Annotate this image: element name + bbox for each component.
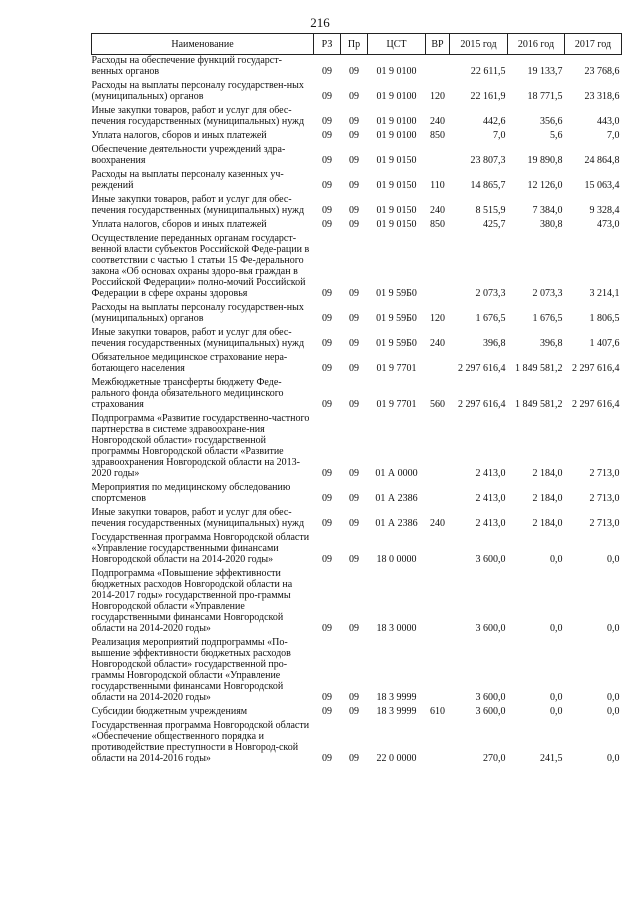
row-2015: 2 413,0 [475,468,506,479]
row-pr: 09 [349,554,359,565]
row-2017: 1 806,5 [589,313,620,324]
table-body [92,55,622,768]
row-2015: 270,0 [483,753,506,764]
row-2016: 0,0 [550,554,563,565]
row-2015: 3 600,0 [475,554,506,565]
row-pr: 09 [349,130,359,141]
row-vr: 560 [430,399,445,410]
row-2017: 443,0 [597,116,620,127]
row-cst: 01 9 59Б0 [376,313,417,324]
row-vr: 240 [430,205,445,216]
row-vr: 110 [430,180,445,191]
row-2017: 2 713,0 [589,518,620,529]
row-rz: 09 [322,288,332,299]
row-2017: 24 864,8 [584,155,620,166]
row-cst: 18 3 0000 [376,623,417,634]
table-row [92,302,622,327]
row-rz: 09 [322,518,332,529]
row-2016: 396,8 [540,338,563,349]
row-pr: 09 [349,116,359,127]
row-rz: 09 [322,493,332,504]
row-rz: 09 [322,313,332,324]
header-name: Наименование [92,34,314,55]
row-name: Подпрограмма «Развитие государственно-частного партнерства в системе здравоохране-ния Новгородской области» государственной программы Новгородской области «Развитие здравоохранения Новгородской области на 2013-2020 годы» [91,413,310,479]
row-2017: 15 063,4 [584,180,620,191]
table-row [92,80,622,105]
row-vr [426,352,450,377]
row-vr: 610 [430,706,445,717]
row-cst: 01 9 0150 [376,155,417,166]
row-2017: 2 713,0 [589,493,620,504]
row-name: Уплата налогов, сборов и иных платежей [91,130,267,141]
row-pr: 09 [349,313,359,324]
row-2017: 0,0 [607,753,620,764]
row-vr [426,482,450,507]
row-cst: 01 9 0100 [376,130,417,141]
row-2016: 2 184,0 [532,518,563,529]
row-2017: 9 328,4 [589,205,620,216]
row-2017: 2 297 616,4 [572,399,620,410]
row-name: Государственная программа Новгородской области «Управление государственными финансами Новгородской области на 2014-2020 годы» [91,532,310,565]
page-number: 216 [310,15,330,30]
row-2016: 2 073,3 [532,288,563,299]
row-2017: 2 713,0 [589,468,620,479]
row-pr: 09 [349,692,359,703]
row-2016: 18 771,5 [527,91,563,102]
row-pr: 09 [349,180,359,191]
row-vr [426,144,450,169]
row-2016: 1 676,5 [532,313,563,324]
row-pr: 09 [349,66,359,77]
row-name: Межбюджетные трансферты бюджету Феде-рального фонда обязательного медицинского страхования [91,377,284,410]
header-pr: Пр [341,34,368,55]
row-2016: 19 890,8 [527,155,563,166]
row-cst: 01 9 59Б0 [376,338,417,349]
row-2015: 2 297 616,4 [458,363,506,374]
table-header [92,34,622,55]
row-pr: 09 [349,623,359,634]
row-2016: 19 133,7 [527,66,563,77]
row-cst: 01 9 7701 [376,363,417,374]
row-2016: 2 184,0 [532,468,563,479]
row-2015: 22 611,5 [470,66,506,77]
row-vr: 120 [430,313,445,324]
row-2015: 22 161,9 [470,91,506,102]
table-row [92,532,622,568]
row-vr [426,55,450,81]
header-rz: РЗ [314,34,341,55]
row-2016: 241,5 [540,753,563,764]
table-row [92,637,622,706]
row-rz: 09 [322,706,332,717]
row-2015: 442,6 [483,116,506,127]
row-name: Иные закупки товаров, работ и услуг для обес-печения государственных (муниципальных) нужд [91,327,305,349]
row-name: Расходы на выплаты персоналу государствен-ных (муниципальных) органов [91,302,304,324]
row-2016: 2 184,0 [532,493,563,504]
row-pr: 09 [349,219,359,230]
table-row [92,130,622,144]
row-cst: 18 3 9999 [376,706,417,717]
row-2017: 1 407,6 [589,338,620,349]
header-vr: ВР [426,34,450,55]
row-cst: 18 3 9999 [376,692,417,703]
row-cst: 01 9 0150 [376,219,417,230]
table-row [92,219,622,233]
row-vr [426,568,450,637]
row-2015: 2 297 616,4 [458,399,506,410]
row-2017: 0,0 [607,623,620,634]
row-vr: 240 [430,338,445,349]
row-name: Реализация мероприятий подпрограммы «По-вышение эффективности бюджетных расходов Новгородской области» государственной про-граммы Новгородской области «Управление государственными финансами Новгородской области на 2014-2020 годы» [91,637,291,703]
row-cst: 01 9 0100 [376,66,417,77]
row-rz: 09 [322,155,332,166]
row-2017: 23 768,6 [584,66,620,77]
row-2015: 2 413,0 [475,518,506,529]
row-rz: 09 [322,219,332,230]
row-vr [426,720,450,767]
row-2016: 380,8 [540,219,563,230]
table-row [92,706,622,720]
row-vr: 850 [430,219,445,230]
row-name: Иные закупки товаров, работ и услуг для обес-печения государственных (муниципальных) нужд [91,194,305,216]
row-cst: 01 А 2386 [375,518,418,529]
row-pr: 09 [349,288,359,299]
row-pr: 09 [349,518,359,529]
table-row [92,55,622,81]
row-pr: 09 [349,706,359,717]
row-2017: 2 297 616,4 [572,363,620,374]
row-2016: 1 849 581,2 [515,399,563,410]
row-2017: 473,0 [597,219,620,230]
row-2017: 0,0 [607,706,620,717]
row-2015: 1 676,5 [475,313,506,324]
row-name: Субсидии бюджетным учреждениям [91,706,248,717]
row-2015: 23 807,3 [470,155,506,166]
header-2015: 2015 год [450,34,508,55]
row-2015: 7,0 [493,130,506,141]
table-row [92,568,622,637]
table-row [92,352,622,377]
row-2015: 3 600,0 [475,692,506,703]
row-rz: 09 [322,468,332,479]
row-pr: 09 [349,155,359,166]
row-cst: 01 9 0100 [376,91,417,102]
row-cst: 22 0 0000 [376,753,417,764]
header-2017: 2017 год [565,34,622,55]
row-rz: 09 [322,692,332,703]
row-cst: 01 9 59Б0 [376,288,417,299]
row-name: Расходы на выплаты персоналу казенных уч-реждений [91,169,284,191]
row-name: Осуществление переданных органам государст-венной власти субъектов Российской Феде-рации в соответствии с частью 1 статьи 15 Фе-дерального закона «Об основах охраны здоро-вья граждан в Российской Федерации» полно-мочий Российской Федерации в сфере охраны здоровья [91,233,310,299]
row-2016: 0,0 [550,692,563,703]
row-rz: 09 [322,554,332,565]
row-cst: 01 9 7701 [376,399,417,410]
row-cst: 01 9 0150 [376,180,417,191]
row-2016: 356,6 [540,116,563,127]
table-row [92,194,622,219]
row-2015: 3 600,0 [475,706,506,717]
header-2016: 2016 год [508,34,565,55]
row-rz: 09 [322,623,332,634]
row-vr [426,637,450,706]
row-cst: 01 9 0150 [376,205,417,216]
row-rz: 09 [322,338,332,349]
table-row [92,507,622,532]
row-name: Обязательное медицинское страхование нера-ботающего населения [91,352,288,374]
table-row [92,327,622,352]
row-rz: 09 [322,180,332,191]
row-vr [426,413,450,482]
table-row [92,413,622,482]
row-2015: 2 073,3 [475,288,506,299]
row-vr [426,532,450,568]
row-name: Расходы на выплаты персоналу государствен-ных (муниципальных) органов [91,80,304,102]
row-pr: 09 [349,91,359,102]
table-row [92,169,622,194]
row-name: Расходы на обеспечение функций государст-венных органов [91,55,282,77]
row-rz: 09 [322,205,332,216]
row-2016: 0,0 [550,623,563,634]
row-name: Подпрограмма «Повышение эффективности бюджетных расходов Новгородской области на 2014-2017 годы» государственной про-граммы Новгородской области «Управление государственными финансами Новгородской области на 2014-2020 годы» [91,568,293,634]
row-2016: 1 849 581,2 [515,363,563,374]
row-name: Иные закупки товаров, работ и услуг для обес-печения государственных (муниципальных) нужд [91,507,305,529]
row-2015: 2 413,0 [475,493,506,504]
row-name: Иные закупки товаров, работ и услуг для обес-печения государственных (муниципальных) нужд [91,105,305,127]
row-2017: 7,0 [607,130,620,141]
budget-table [91,33,622,767]
table-row [92,144,622,169]
row-vr: 120 [430,91,445,102]
row-2016: 0,0 [550,706,563,717]
row-name: Уплата налогов, сборов и иных платежей [91,219,267,230]
row-rz: 09 [322,91,332,102]
header-cst: ЦСТ [368,34,426,55]
row-rz: 09 [322,116,332,127]
row-cst: 18 0 0000 [376,554,417,565]
row-pr: 09 [349,468,359,479]
row-name: Государственная программа Новгородской области «Обеспечение общественного порядка и противодействие преступности в Новгород-ской области на 2014-2016 годы» [91,720,310,764]
row-2015: 8 515,9 [475,205,506,216]
row-vr: 240 [430,518,445,529]
row-2015: 14 865,7 [470,180,506,191]
row-2016: 7 384,0 [532,205,563,216]
row-cst: 01 А 0000 [375,468,418,479]
row-2016: 12 126,0 [527,180,563,191]
row-cst: 01 А 2386 [375,493,418,504]
row-2017: 23 318,6 [584,91,620,102]
row-2015: 425,7 [483,219,506,230]
row-2015: 396,8 [483,338,506,349]
row-2017: 0,0 [607,692,620,703]
row-rz: 09 [322,399,332,410]
row-pr: 09 [349,338,359,349]
row-vr [426,233,450,302]
row-pr: 09 [349,399,359,410]
row-pr: 09 [349,753,359,764]
row-2017: 0,0 [607,554,620,565]
row-name: Мероприятия по медицинскому обследованию спортсменов [91,482,291,504]
table-row [92,482,622,507]
row-cst: 01 9 0100 [376,116,417,127]
row-rz: 09 [322,753,332,764]
row-2017: 3 214,1 [589,288,620,299]
table-row [92,377,622,413]
table-row [92,720,622,767]
row-2015: 3 600,0 [475,623,506,634]
row-vr: 240 [430,116,445,127]
row-pr: 09 [349,493,359,504]
row-rz: 09 [322,363,332,374]
row-pr: 09 [349,205,359,216]
row-rz: 09 [322,130,332,141]
row-vr: 850 [430,130,445,141]
table-row [92,233,622,302]
row-name: Обеспечение деятельности учреждений здра-воохранения [91,144,286,166]
row-pr: 09 [349,363,359,374]
row-rz: 09 [322,66,332,77]
row-2016: 5,6 [550,130,563,141]
table-row [92,105,622,130]
